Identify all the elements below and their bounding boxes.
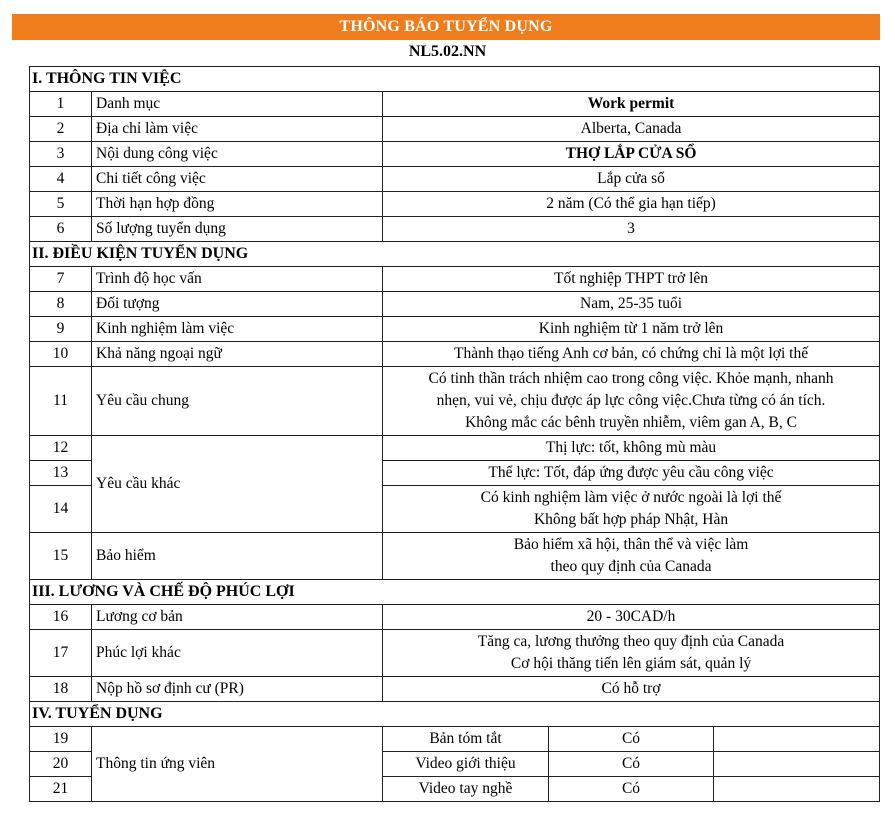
candidate-item: Video giới thiệu: [383, 752, 549, 777]
row-value: Tốt nghiệp THPT trở lên: [383, 267, 880, 292]
table-row: [30, 167, 880, 192]
value-line: theo quy định của Canada: [550, 558, 712, 575]
candidate-item: Bản tóm tắt: [383, 727, 549, 752]
table-row: [30, 367, 880, 436]
row-label: Kinh nghiệm làm việc: [92, 317, 383, 342]
row-label: Trình độ học vấn: [92, 267, 383, 292]
row-value: Lắp cửa sổ: [383, 167, 880, 192]
section-title-recruitment: IV. TUYỂN DỤNG: [30, 702, 880, 727]
row-label: Phúc lợi khác: [92, 630, 383, 677]
row-value: [383, 630, 880, 677]
row-label: Đối tượng: [92, 292, 383, 317]
row-number: 8: [30, 292, 92, 317]
section-row: [30, 580, 880, 605]
row-value: Thành thạo tiếng Anh cơ bản, có chứng chỉ là một lợi thế: [383, 342, 880, 367]
section-row: [30, 242, 880, 267]
section-title-job-info: I. THÔNG TIN VIỆC: [30, 67, 880, 92]
value-line: Không bất hợp pháp Nhật, Hàn: [533, 511, 729, 528]
table-row: [30, 292, 880, 317]
section-title-salary: III. LƯƠNG VÀ CHẾ ĐỘ PHÚC LỢI: [30, 580, 880, 605]
value-line: Tăng ca, lương thưởng theo quy định của Canada: [477, 633, 785, 650]
row-value: Alberta, Canada: [383, 117, 880, 142]
row-number: 17: [30, 630, 92, 677]
page-title: THÔNG BÁO TUYỂN DỤNG: [12, 14, 880, 40]
row-number: 18: [30, 677, 92, 702]
table-row: [30, 533, 880, 580]
table-row: [30, 192, 880, 217]
row-number: 13: [30, 461, 92, 486]
section-row: [30, 702, 880, 727]
row-label: Yêu cầu chung: [92, 367, 383, 436]
row-number: 5: [30, 192, 92, 217]
row-value: 3: [383, 217, 880, 242]
empty-cell: [714, 752, 880, 777]
row-value: Có hỗ trợ: [383, 677, 880, 702]
row-value: [383, 533, 880, 580]
table-row: [30, 267, 880, 292]
candidate-status: Có: [549, 777, 714, 802]
row-value: 2 năm (Có thể gia hạn tiếp): [383, 192, 880, 217]
row-value: [383, 367, 880, 436]
table-row: [30, 142, 880, 167]
row-number: 16: [30, 605, 92, 630]
table-row: [30, 117, 880, 142]
value-line: Bảo hiểm xã hội, thân thể và việc làm: [513, 536, 749, 553]
row-value: Work permit: [383, 92, 880, 117]
row-number: 1: [30, 92, 92, 117]
document-code: NL5.02.NN: [408, 43, 487, 60]
row-value: 20 - 30CAD/h: [383, 605, 880, 630]
value-line: Có tinh thần trách nhiệm cao trong công việc. Khỏe mạnh, nhanh: [428, 370, 834, 387]
row-number: 15: [30, 533, 92, 580]
row-number: 2: [30, 117, 92, 142]
row-label: Nội dung công việc: [92, 142, 383, 167]
row-value: Thị lực: tốt, không mù màu: [383, 436, 880, 461]
row-label: Danh mục: [92, 92, 383, 117]
row-label-candidate-info: Thông tin ứng viên: [92, 727, 383, 802]
table-row: [30, 217, 880, 242]
row-number: 20: [30, 752, 92, 777]
table-row: [30, 677, 880, 702]
empty-cell: [714, 727, 880, 752]
row-value: Nam, 25-35 tuổi: [383, 292, 880, 317]
value-line: Có kinh nghiệm làm việc ở nước ngoài là lợi thế: [480, 489, 782, 506]
row-label-other-requirements: Yêu cầu khác: [92, 436, 383, 533]
row-number: 14: [30, 486, 92, 533]
row-label: Địa chỉ làm việc: [92, 117, 383, 142]
row-number: 19: [30, 727, 92, 752]
table-row: [30, 727, 880, 752]
candidate-item: Video tay nghề: [383, 777, 549, 802]
row-number: 6: [30, 217, 92, 242]
row-label: Lương cơ bản: [92, 605, 383, 630]
row-number: 10: [30, 342, 92, 367]
row-label: Chi tiết công việc: [92, 167, 383, 192]
table-row: [30, 342, 880, 367]
table-row: [30, 317, 880, 342]
row-value: THỢ LẮP CỬA SỔ: [383, 142, 880, 167]
row-value: Kinh nghiệm từ 1 năm trở lên: [383, 317, 880, 342]
row-label: Nộp hồ sơ định cư (PR): [92, 677, 383, 702]
candidate-status: Có: [549, 752, 714, 777]
row-number: 9: [30, 317, 92, 342]
row-number: 12: [30, 436, 92, 461]
value-line: nhẹn, vui vẻ, chịu được áp lực công việc.Chưa từng có án tích.: [436, 392, 826, 409]
job-table: [29, 66, 880, 802]
table-row: [30, 630, 880, 677]
candidate-status: Có: [549, 727, 714, 752]
value-line: Không mắc các bênh truyền nhiễm, viêm gan A, B, C: [465, 414, 797, 431]
section-title-requirements: II. ĐIỀU KIỆN TUYỂN DỤNG: [30, 242, 880, 267]
section-row: [30, 67, 880, 92]
table-row: [30, 436, 880, 461]
value-line: Cơ hội thăng tiến lên giám sát, quản lý: [510, 655, 752, 672]
table-row: [30, 605, 880, 630]
row-label: Bảo hiểm: [92, 533, 383, 580]
row-number: 4: [30, 167, 92, 192]
table-row: [30, 92, 880, 117]
empty-cell: [714, 777, 880, 802]
row-value: Thể lực: Tốt, đáp ứng được yêu cầu công việc: [383, 461, 880, 486]
row-value: [383, 486, 880, 533]
row-label: Số lượng tuyển dụng: [92, 217, 383, 242]
row-label: Thời hạn hợp đồng: [92, 192, 383, 217]
row-number: 7: [30, 267, 92, 292]
row-number: 21: [30, 777, 92, 802]
row-number: 11: [30, 367, 92, 436]
row-label: Khả năng ngoại ngữ: [92, 342, 383, 367]
row-number: 3: [30, 142, 92, 167]
